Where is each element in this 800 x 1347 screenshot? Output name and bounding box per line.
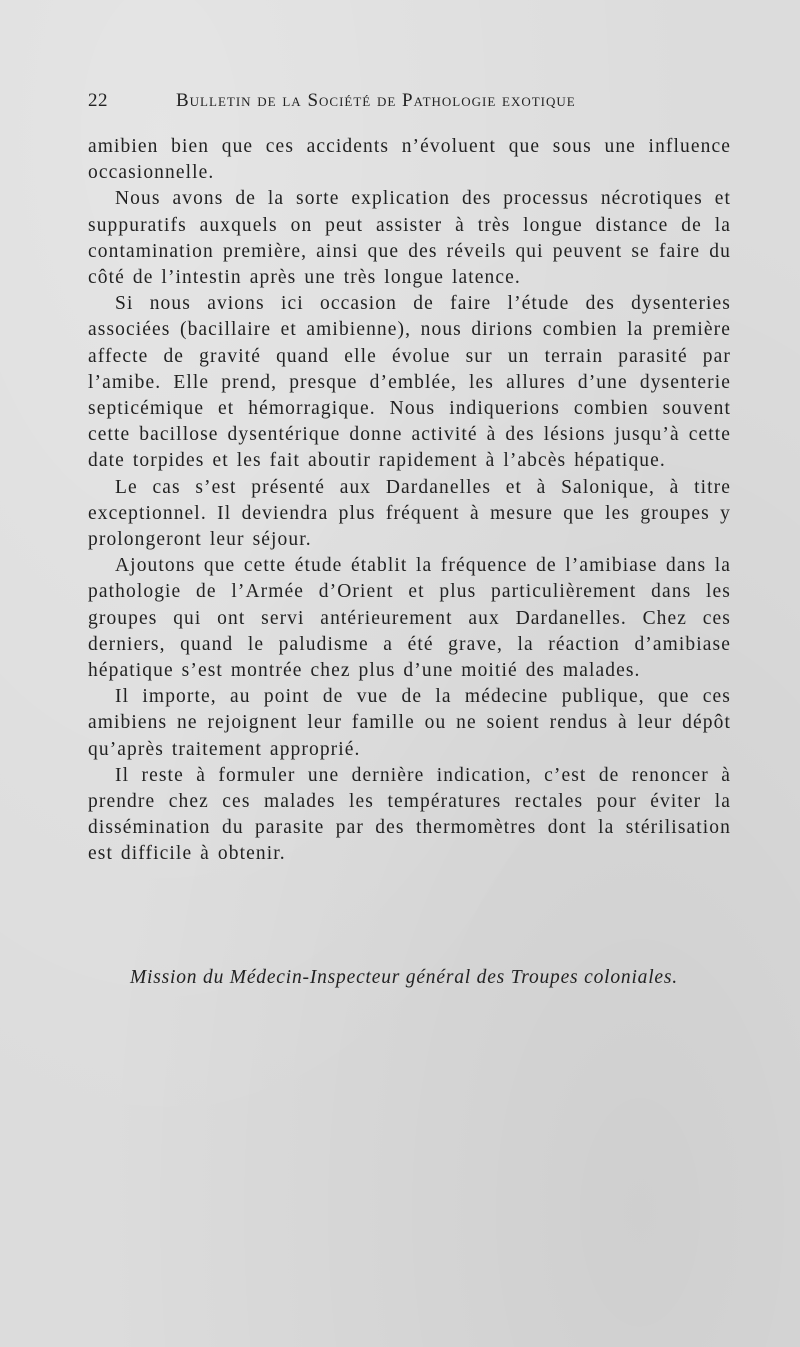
paragraph: Le cas s’est présenté aux Dardanelles et à Salonique, à titre exceptionnel. Il deviendra plus fréquent à mesure que les groupes y prolongeront leur séjour. (88, 476, 731, 551)
paragraph: Il reste à formuler une dernière indication, c’est de renoncer à prendre chez ces malades les températures rectales pour éviter la dissémination du parasite par des thermomètres dont la stérilisation est difficile à obtenir. (88, 764, 731, 865)
paragraph: Si nous avions ici occasion de faire l’étude des dysenteries associées (bacillaire et amibienne), nous dirions combien la première affecte de gravité quand elle évolue sur un terrain parasité par l’amibe. Elle prend, presque d’emblée, les allures d’une dysenterie septicémique et hémorragique. Nous indiquerions combien souvent cette bacillose dysentérique donne activité à des lésions jusqu’à cette date torpides et les fait aboutir rapidement à l’abcès hépatique. (88, 293, 731, 472)
paragraph: Nous avons de la sorte explication des processus nécrotiques et suppuratifs auxquels on peut assister à très longue distance de la contamination première, ainsi que des réveils qui peuvent se faire du côté de l’intestin après une très longue latence. (88, 188, 731, 289)
running-head (88, 90, 734, 116)
signature-line: Mission du Médecin-Inspecteur général des Troupes coloniales. (130, 967, 678, 988)
paragraph: amibien bien que ces accidents n’évoluent que sous une influence occasionnelle. (88, 136, 731, 184)
paragraph: Ajoutons que cette étude établit la fréquence de l’amibiase dans la pathologie de l’Armée d’Orient et plus particulièrement dans les groupes qui ont servi antérieurement aux Dardanelles. Chez ces derniers, quand le paludisme a été grave, la réaction d’amibiase hépatique s’est montrée chez plus d’une moitié des malades. (88, 555, 731, 682)
page-number: 22 (88, 90, 108, 111)
article-body (88, 134, 731, 868)
journal-title: Bulletin de la Société de Pathologie exotique (176, 90, 576, 111)
paragraph: Il importe, au point de vue de la médecine publique, que ces amibiens ne rejoignent leur famille ou ne soient rendus à leur dépôt qu’après traitement approprié. (88, 686, 731, 760)
